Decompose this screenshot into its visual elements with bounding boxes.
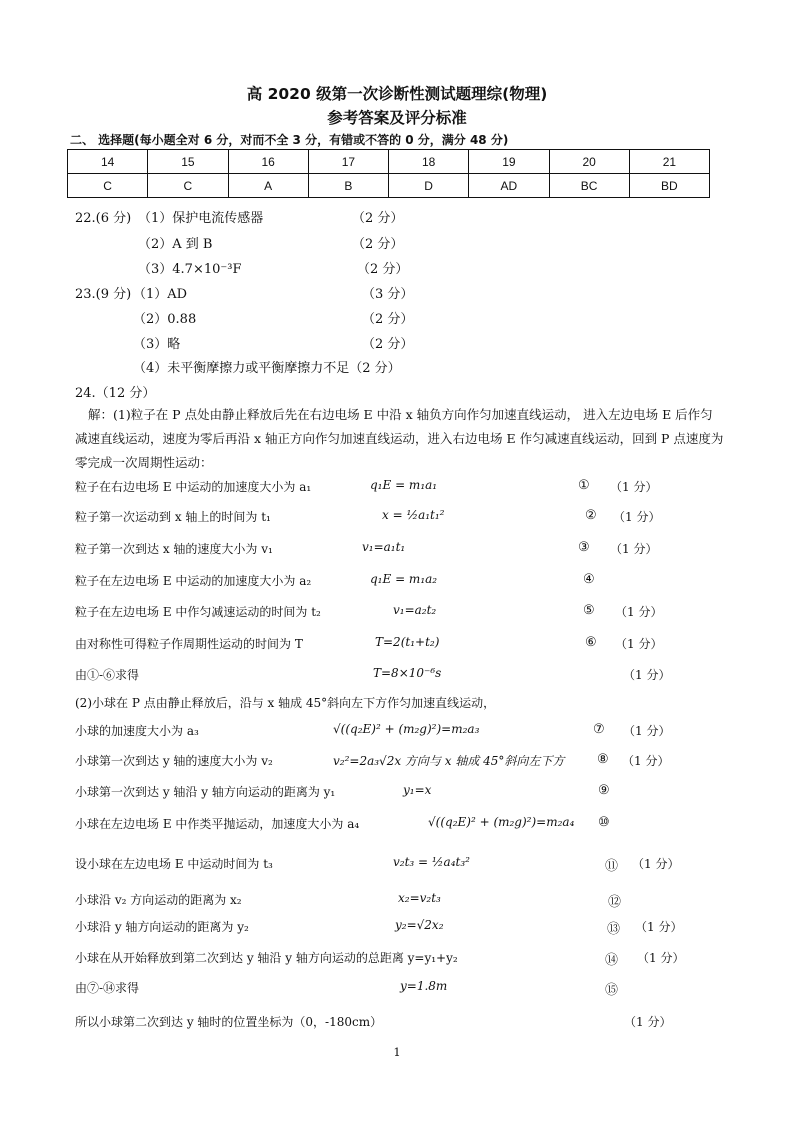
table-cell: AD <box>469 174 549 198</box>
q24-row-text: 小球沿 y 轴方向运动的距离为 y₂ <box>75 920 249 934</box>
q23-item-text: （3）略 <box>133 337 181 352</box>
q24-row-formula: y=1.8m <box>400 979 448 993</box>
q22-item-text: （2）A 到 B <box>138 237 213 252</box>
table-row <box>68 150 710 174</box>
q22-item-score: （2 分） <box>352 211 404 226</box>
q24-row-formula: v₁=a₁t₁ <box>362 540 406 554</box>
table-cell: 16 <box>228 150 308 174</box>
q24-row-text: 由对称性可得粒子作周期性运动的时间为 T <box>75 637 303 651</box>
q24-row-text: 粒子在左边电场 E 中作匀减速运动的时间为 t₂ <box>75 605 321 619</box>
q24-row-formula: y₁=x <box>403 783 432 797</box>
q24-row-formula: √((q₂E)² + (m₂g)²)=m₂a₄ <box>428 815 575 829</box>
q23-item-text: （2）0.88 <box>133 312 197 327</box>
q24-row-num: ⑪ <box>605 859 619 874</box>
q24-row-text: 粒子第一次运动到 x 轴上的时间为 t₁ <box>75 510 271 524</box>
q24-row-text: 由①-⑥求得 <box>75 668 140 682</box>
table-cell: C <box>148 174 228 198</box>
q24-row-num: ① <box>578 478 590 493</box>
page-title: 高 2020 级第一次诊断性测试题理综(物理) <box>246 85 548 103</box>
q24-row-formula: y₂=√2x₂ <box>395 918 444 932</box>
q22-item-text: （3）4.7×10⁻³F <box>138 262 242 277</box>
table-cell: D <box>389 174 469 198</box>
q24-row-score: （1 分） <box>632 857 680 871</box>
q24-row-score: （1 分） <box>615 605 663 619</box>
q24-row-formula: √((q₂E)² + (m₂g)²)=m₂a₃ <box>333 722 480 736</box>
table-cell: A <box>228 174 308 198</box>
table-cell: 14 <box>68 150 148 174</box>
q24-row-score: （1 分） <box>610 480 658 494</box>
q24-row-formula: q₁E = m₁a₂ <box>370 572 438 586</box>
table-cell: C <box>68 174 148 198</box>
section-heading: 二、 选择题(每小题全对 6 分，对而不全 3 分，有错或不答的 0 分，满分 48 分) <box>70 133 509 147</box>
q24-row-score: （1 分） <box>623 668 671 682</box>
q24-row-num: ⑥ <box>585 635 597 650</box>
q22-item-score: （2 分） <box>352 237 404 252</box>
q24-row-formula: T=2(t₁+t₂) <box>375 635 440 649</box>
q24-row-score: （1 分） <box>610 542 658 556</box>
q24-row-num: ⑬ <box>607 922 621 937</box>
table-cell: 21 <box>629 150 709 174</box>
q24-row-formula: q₁E = m₁a₁ <box>370 478 438 492</box>
table-cell: 20 <box>549 150 629 174</box>
q24-intro: 解：(1)粒子在 P 点处由静止释放后先在右边电场 E 中沿 x 轴负方向作匀加速直线运动， 进入左边电场 E 后作匀减速直线运动，速度为零后再沿 x 轴正方向作匀加速直线运动，进入右边电场 E 作匀减速直线运动，回到 P 点速度为零完成一次周期性运动： <box>75 407 724 470</box>
q24-row-num: ⑧ <box>597 752 609 767</box>
q24-row-text: 粒子在右边电场 E 中运动的加速度大小为 a₁ <box>75 480 312 494</box>
answer-table <box>67 149 710 198</box>
q24-row-score: （1 分） <box>637 951 685 965</box>
q24-row-formula: v₂t₃ = ½a₄t₃² <box>393 855 470 869</box>
table-cell: 17 <box>308 150 388 174</box>
q24-row-text: 小球在从开始释放到第二次到达 y 轴沿 y 轴方向运动的总距离 y=y₁+y₂ <box>75 951 458 965</box>
q23-item-text: （1）AD <box>133 287 188 302</box>
table-cell: 18 <box>389 150 469 174</box>
q24-row-text: 粒子在左边电场 E 中运动的加速度大小为 a₂ <box>75 574 312 588</box>
q24-row-num: ⑦ <box>593 722 605 737</box>
table-cell: BC <box>549 174 629 198</box>
q23-item-text: （4）未平衡摩擦力或平衡摩擦力不足（2 分） <box>133 361 401 376</box>
q23-item-score: （2 分） <box>362 312 414 327</box>
q24-row-num: ⑮ <box>605 983 619 998</box>
q24-row-num: ③ <box>578 540 590 555</box>
q24-row-score: （1 分） <box>635 920 683 934</box>
q24-row-score: （1 分） <box>613 510 661 524</box>
q24-row-text: 所以小球第二次到达 y 轴时的位置坐标为（0，-180cm） <box>75 1015 383 1029</box>
q22-item-text: （1）保护电流传感器 <box>138 211 264 226</box>
q24-row-text: 由⑦-⑭求得 <box>75 981 140 995</box>
q22-label: 22.(6 分) <box>75 211 132 226</box>
q24-row-formula: v₂²=2a₃√2x 方向与 x 轴成 45°斜向左下方 <box>333 754 565 768</box>
table-cell: B <box>308 174 388 198</box>
page-number: 1 <box>393 1045 401 1059</box>
q24-part2-intro: (2)小球在 P 点由静止释放后，沿与 x 轴成 45°斜向左下方作匀加速直线运动， <box>75 696 496 710</box>
q24-row-score: （1 分） <box>622 754 670 768</box>
q24-row-text: 小球第一次到达 y 轴的速度大小为 v₂ <box>75 754 273 768</box>
q24-row-num: ⑭ <box>605 953 619 968</box>
q24-row-num: ⑨ <box>598 783 610 798</box>
q24-row-score: （1 分） <box>615 637 663 651</box>
q24-row-formula: x₂=v₂t₃ <box>398 891 441 905</box>
q24-label: 24.（12 分） <box>75 386 156 401</box>
q24-row-text: 设小球在左边电场 E 中运动时间为 t₃ <box>75 857 273 871</box>
table-row <box>68 174 710 198</box>
q24-row-text: 粒子第一次到达 x 轴的速度大小为 v₁ <box>75 542 273 556</box>
q23-item-score: （2 分） <box>362 337 414 352</box>
q24-row-text: 小球沿 v₂ 方向运动的距离为 x₂ <box>75 893 242 907</box>
q24-row-num: ⑤ <box>583 603 595 618</box>
q24-row-text: 小球的加速度大小为 a₃ <box>75 724 199 738</box>
q24-row-num: ④ <box>583 572 595 587</box>
q24-row-formula: v₁=a₂t₂ <box>393 603 437 617</box>
table-cell: 19 <box>469 150 549 174</box>
q24-row-num: ⑩ <box>598 815 610 830</box>
q24-row-formula: T=8×10⁻⁶s <box>373 666 442 680</box>
table-cell: 15 <box>148 150 228 174</box>
q24-row-formula: x = ½a₁t₁² <box>382 508 445 522</box>
q24-row-text: 小球在左边电场 E 中作类平抛运动，加速度大小为 a₄ <box>75 817 360 831</box>
table-cell: BD <box>629 174 709 198</box>
q24-row-score: （1 分） <box>624 1015 672 1029</box>
q24-row-score: （1 分） <box>623 724 671 738</box>
q22-item-score: （2 分） <box>357 262 409 277</box>
q23-item-score: （3 分） <box>362 287 414 302</box>
q24-row-num: ⑫ <box>608 895 622 910</box>
q24-row-num: ② <box>585 508 597 523</box>
q23-label: 23.(9 分) <box>75 287 132 302</box>
q24-row-text: 小球第一次到达 y 轴沿 y 轴方向运动的距离为 y₁ <box>75 785 336 799</box>
page-subtitle: 参考答案及评分标准 <box>327 109 467 127</box>
